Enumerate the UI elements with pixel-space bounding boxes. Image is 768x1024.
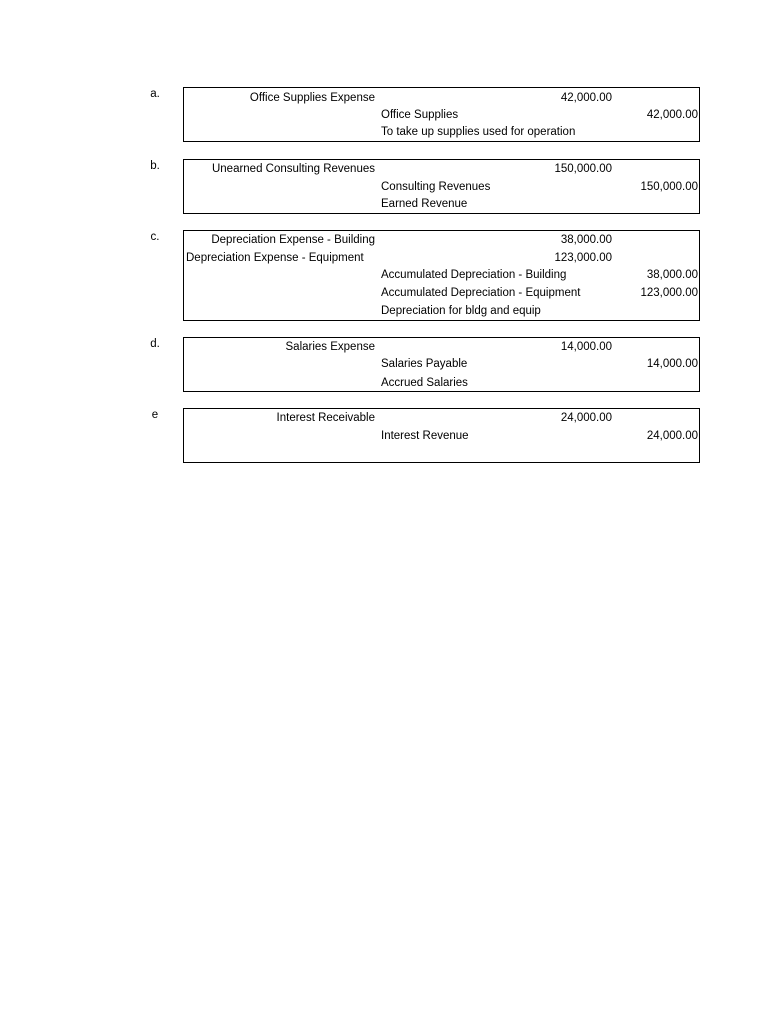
journal-entry-d <box>183 337 700 392</box>
entry-letter: d. <box>150 338 160 350</box>
credit-amount: 14,000.00 <box>646 358 698 370</box>
debit-account: Depreciation Expense - Equipment <box>186 252 364 264</box>
credit-account: Office Supplies <box>381 109 459 121</box>
debit-account: Depreciation Expense - Building <box>211 234 375 246</box>
journal-entry-a <box>183 87 700 142</box>
entry-letter: c. <box>150 231 160 243</box>
journal-entry-c <box>183 230 700 321</box>
credit-account: Interest Revenue <box>381 430 469 442</box>
credit-account: Accumulated Depreciation - Equipment <box>381 287 581 299</box>
credit-account: Consulting Revenues <box>381 181 491 193</box>
credit-amount: 42,000.00 <box>646 109 698 121</box>
credit-amount: 150,000.00 <box>640 181 698 193</box>
debit-amount: 14,000.00 <box>560 341 612 353</box>
entry-letter: b. <box>150 160 160 172</box>
credit-amount: 24,000.00 <box>646 430 698 442</box>
debit-account: Office Supplies Expense <box>249 92 375 104</box>
entry-memo: Depreciation for bldg and equip <box>381 305 541 317</box>
debit-amount: 42,000.00 <box>560 92 612 104</box>
debit-account: Interest Receivable <box>276 412 375 424</box>
credit-amount: 123,000.00 <box>640 287 698 299</box>
entry-memo: Accrued Salaries <box>381 377 468 389</box>
debit-account: Unearned Consulting Revenues <box>211 163 375 175</box>
debit-amount: 123,000.00 <box>554 252 612 264</box>
entry-memo: Earned Revenue <box>381 198 468 210</box>
journal-entry-b <box>183 159 700 214</box>
entry-memo: To take up supplies used for operation <box>381 126 576 138</box>
debit-amount: 150,000.00 <box>554 163 612 175</box>
entry-letter: e <box>151 409 159 421</box>
entry-letter: a. <box>150 88 160 100</box>
credit-account: Salaries Payable <box>381 358 468 370</box>
debit-amount: 38,000.00 <box>560 234 612 246</box>
journal-entry-e <box>183 408 700 463</box>
credit-amount: 38,000.00 <box>646 269 698 281</box>
credit-account: Accumulated Depreciation - Building <box>381 269 567 281</box>
debit-amount: 24,000.00 <box>560 412 612 424</box>
debit-account: Salaries Expense <box>285 341 375 353</box>
